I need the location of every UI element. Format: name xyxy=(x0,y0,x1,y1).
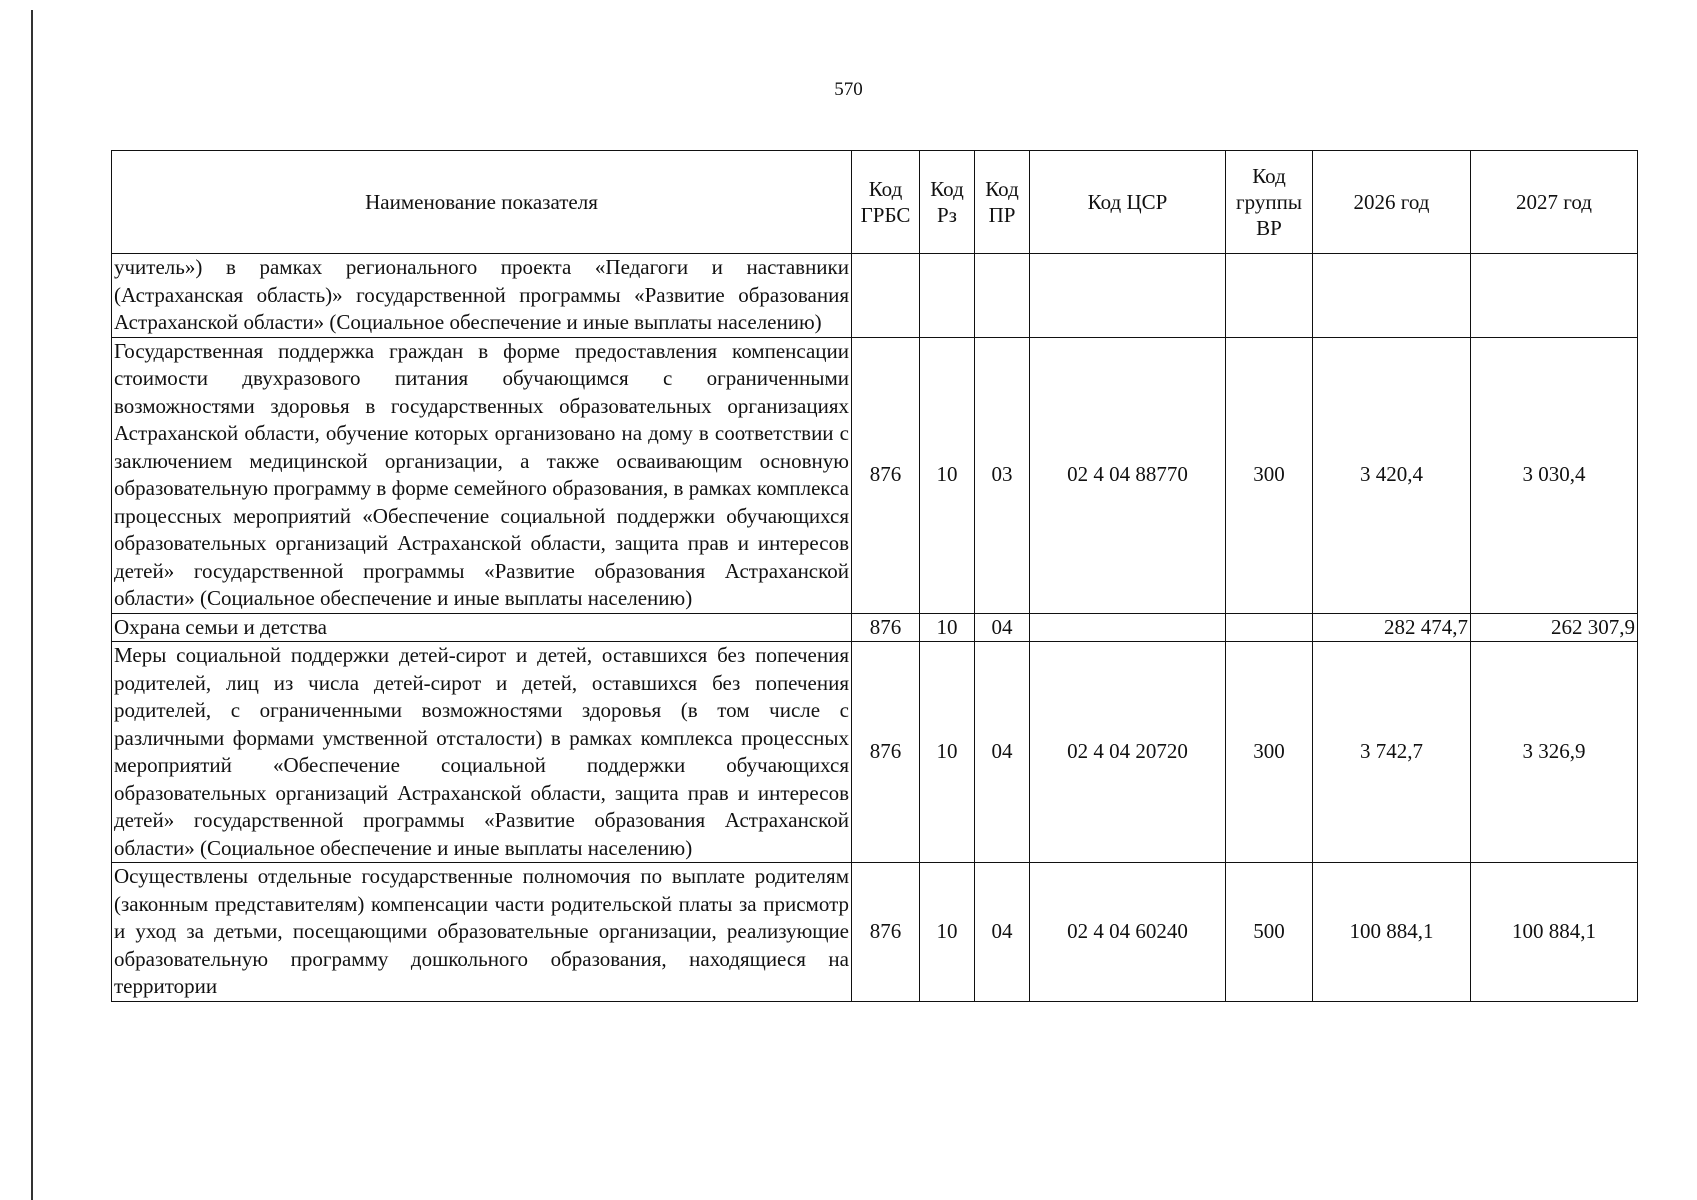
table-row xyxy=(112,337,1638,613)
table-row xyxy=(112,613,1638,642)
row-vr: 300 xyxy=(1226,337,1313,613)
table-header-row xyxy=(112,151,1638,254)
row-csr: 02 4 04 88770 xyxy=(1030,337,1226,613)
row-name: Государственная поддержка граждан в форме предоставления компенсации стоимости двухразового питания обучающимся с ограниченными возможностями здоровья в государственных образовательных организациях Астраханской области, обучение которых организовано на дому в соответствии с заключением медицинской организации, а также осваивающим основную образовательную программу в форме семейного образования, в рамках комплекса процессных мероприятий «Обеспечение социальной поддержки обучающихся образовательных организаций Астраханской области, защита прав и интересов детей» государственной программы «Развитие образования Астраханской области» (Социальное обеспечение и иные выплаты населению) xyxy=(112,337,852,613)
row-vr: 500 xyxy=(1226,863,1313,1002)
row-grbs xyxy=(852,254,920,338)
row-pr: 04 xyxy=(975,863,1030,1002)
table-row xyxy=(112,642,1638,863)
row-grbs: 876 xyxy=(852,863,920,1002)
page-number: 570 xyxy=(834,79,863,100)
row-2026: 3 420,4 xyxy=(1313,337,1471,613)
column-header-name: Наименование показателя xyxy=(112,151,852,254)
row-rz: 10 xyxy=(920,642,975,863)
row-grbs: 876 xyxy=(852,642,920,863)
row-csr: 02 4 04 20720 xyxy=(1030,642,1226,863)
row-2026: 282 474,7 xyxy=(1313,613,1471,642)
column-header-pr: Код ПР xyxy=(975,151,1030,254)
row-2026: 3 742,7 xyxy=(1313,642,1471,863)
row-vr xyxy=(1226,613,1313,642)
row-name: учитель») в рамках регионального проекта «Педагоги и наставники (Астраханская область)» государственной программы «Развитие образования Астраханской области» (Социальное обеспечение и иные выплаты населению) xyxy=(112,254,852,338)
row-name: Меры социальной поддержки детей-сирот и детей, оставшихся без попечения родителей, лиц из числа детей-сирот и детей, оставшихся без попечения родителей, с ограниченными возможностями здоровья (в том числе с различными формами умственной отсталости) в рамках комплекса процессных мероприятий «Обеспечение социальной поддержки обучающихся образовательных организаций Астраханской области, защита прав и интересов детей» государственной программы «Развитие образования Астраханской области» (Социальное обеспечение и иные выплаты населению) xyxy=(112,642,852,863)
column-header-2027: 2027 год xyxy=(1471,151,1638,254)
row-pr xyxy=(975,254,1030,338)
row-2027: 3 030,4 xyxy=(1471,337,1638,613)
table-row xyxy=(112,254,1638,338)
table-row xyxy=(112,863,1638,1002)
row-rz xyxy=(920,254,975,338)
row-csr xyxy=(1030,613,1226,642)
column-header-rz: Код Рз xyxy=(920,151,975,254)
column-header-vr: Код группы ВР xyxy=(1226,151,1313,254)
row-2026: 100 884,1 xyxy=(1313,863,1471,1002)
budget-table xyxy=(111,150,1638,1002)
column-header-csr: Код ЦСР xyxy=(1030,151,1226,254)
row-csr xyxy=(1030,254,1226,338)
row-csr: 02 4 04 60240 xyxy=(1030,863,1226,1002)
row-grbs: 876 xyxy=(852,613,920,642)
row-grbs: 876 xyxy=(852,337,920,613)
row-2027: 3 326,9 xyxy=(1471,642,1638,863)
row-name: Осуществлены отдельные государственные полномочия по выплате родителям (законным представителям) компенсации части родительской платы за присмотр и уход за детьми, посещающими образовательные организации, реализующие образовательную программу дошкольного образования, находящиеся на территории xyxy=(112,863,852,1002)
row-pr: 03 xyxy=(975,337,1030,613)
row-vr xyxy=(1226,254,1313,338)
row-rz: 10 xyxy=(920,337,975,613)
row-2027: 100 884,1 xyxy=(1471,863,1638,1002)
row-2027: 262 307,9 xyxy=(1471,613,1638,642)
column-header-grbs: Код ГРБС xyxy=(852,151,920,254)
row-name: Охрана семьи и детства xyxy=(112,613,852,642)
row-2026 xyxy=(1313,254,1471,338)
row-rz: 10 xyxy=(920,613,975,642)
row-2027 xyxy=(1471,254,1638,338)
column-header-2026: 2026 год xyxy=(1313,151,1471,254)
row-pr: 04 xyxy=(975,642,1030,863)
row-pr: 04 xyxy=(975,613,1030,642)
row-vr: 300 xyxy=(1226,642,1313,863)
row-rz: 10 xyxy=(920,863,975,1002)
binding-line xyxy=(31,10,33,1200)
